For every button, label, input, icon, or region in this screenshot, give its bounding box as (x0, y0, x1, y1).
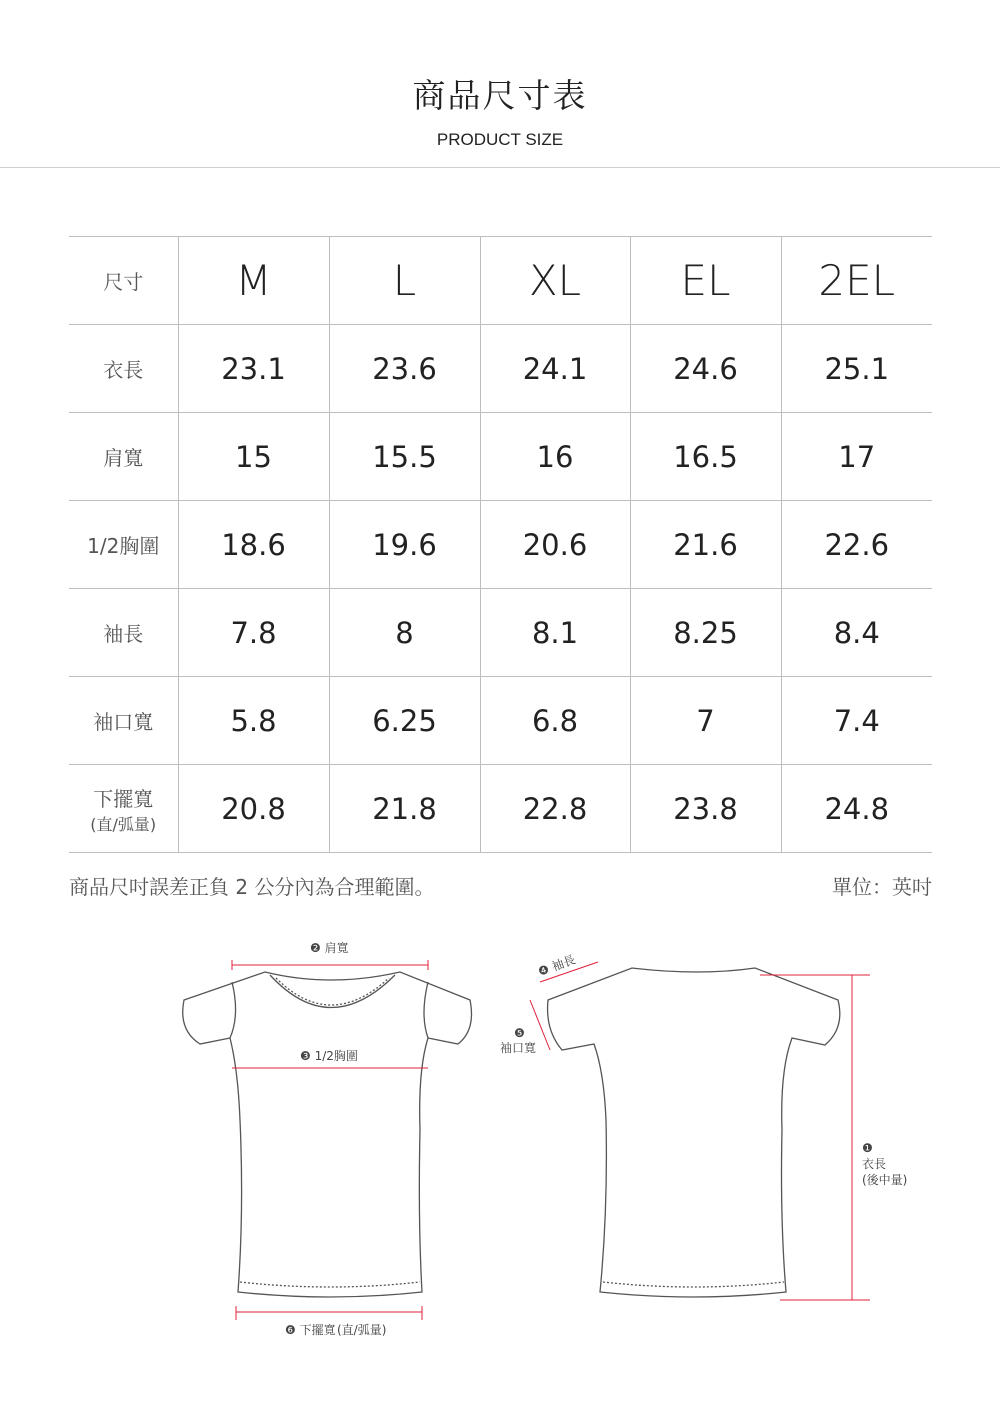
front-sleeve-seam-left (230, 982, 236, 1038)
table-cell: 22.6 (781, 501, 932, 589)
size-header: 2EL (781, 237, 932, 325)
table-cell: 15.5 (329, 413, 480, 501)
tshirt-measure-diagram (0, 920, 1000, 1360)
page-title: 商品尺寸表 (412, 76, 588, 115)
cuff-number: ❺ (514, 1026, 525, 1040)
table-row (69, 413, 932, 501)
row-label: 袖口寬 (69, 677, 178, 765)
table-row (69, 501, 932, 589)
front-hem-stitch (240, 1282, 420, 1287)
table-cell: 5.8 (178, 677, 329, 765)
table-cell: 19.6 (329, 501, 480, 589)
table-cell: 21.8 (329, 765, 480, 853)
unit-label: 單位：英吋 (832, 875, 932, 899)
back-shirt-outline (548, 968, 840, 1297)
corner-label: 尺寸 (69, 237, 178, 325)
row-label-main: 下擺寬 (93, 786, 154, 811)
table-cell: 8.4 (781, 589, 932, 677)
table-cell: 7 (630, 677, 781, 765)
size-header: XL (480, 237, 630, 325)
table-cell: 8.1 (480, 589, 630, 677)
table-cell: 7.4 (781, 677, 932, 765)
row-label-sub: (直/弧量) (90, 814, 157, 834)
hem-sub-label: (直/弧量) (337, 1323, 387, 1337)
table-cell: 18.6 (178, 501, 329, 589)
chest-label: ❸ 1/2胸圍 (300, 1049, 358, 1063)
table-cell: 15 (178, 413, 329, 501)
table-cell: 23.6 (329, 325, 480, 413)
front-shirt-outline (183, 972, 472, 1297)
table-cell: 24.1 (480, 325, 630, 413)
table-cell: 24.8 (781, 765, 932, 853)
back-hem-stitch (603, 1282, 784, 1287)
size-header: EL (630, 237, 781, 325)
table-cell: 21.6 (630, 501, 781, 589)
table-cell: 7.8 (178, 589, 329, 677)
table-cell: 25.1 (781, 325, 932, 413)
length-number: ❶ (862, 1141, 873, 1155)
table-cell: 23.8 (630, 765, 781, 853)
page-subtitle: PRODUCT SIZE (436, 130, 564, 149)
row-label: 肩寬 (69, 413, 178, 501)
row-label (69, 765, 178, 853)
table-cell: 20.6 (480, 501, 630, 589)
size-header: M (178, 237, 329, 325)
table-cell: 20.8 (178, 765, 329, 853)
table-cell: 24.6 (630, 325, 781, 413)
table-cell: 6.25 (329, 677, 480, 765)
table-cell: 16.5 (630, 413, 781, 501)
table-cell: 8 (329, 589, 480, 677)
row-label: 1/2胸圍 (69, 501, 178, 589)
hem-label: ❻ 下擺寬 (285, 1323, 336, 1337)
table-row (69, 589, 932, 677)
row-label: 袖長 (69, 589, 178, 677)
length-sub-label: (後中量) (862, 1173, 908, 1187)
table-cell: 8.25 (630, 589, 781, 677)
front-collar-inner (276, 978, 389, 1005)
table-cell: 22.8 (480, 765, 630, 853)
tolerance-note: 商品尺吋誤差正負 2 公分內為合理範圍。 (69, 875, 435, 899)
size-table (69, 236, 932, 853)
front-sleeve-seam-right (424, 982, 428, 1038)
shoulder-label: ❷ 肩寬 (310, 941, 349, 955)
cuff-label: 袖口寬 (500, 1041, 537, 1055)
size-header: L (329, 237, 480, 325)
table-row (69, 765, 932, 853)
size-header-row (69, 237, 932, 325)
table-cell: 16 (480, 413, 630, 501)
table-cell: 23.1 (178, 325, 329, 413)
header-divider (0, 167, 1000, 168)
table-row (69, 325, 932, 413)
table-cell: 17 (781, 413, 932, 501)
length-label: 衣長 (862, 1157, 887, 1171)
sleeve-length-label: ❹ 袖長 (536, 952, 578, 979)
row-label: 衣長 (69, 325, 178, 413)
table-row (69, 677, 932, 765)
table-cell: 6.8 (480, 677, 630, 765)
